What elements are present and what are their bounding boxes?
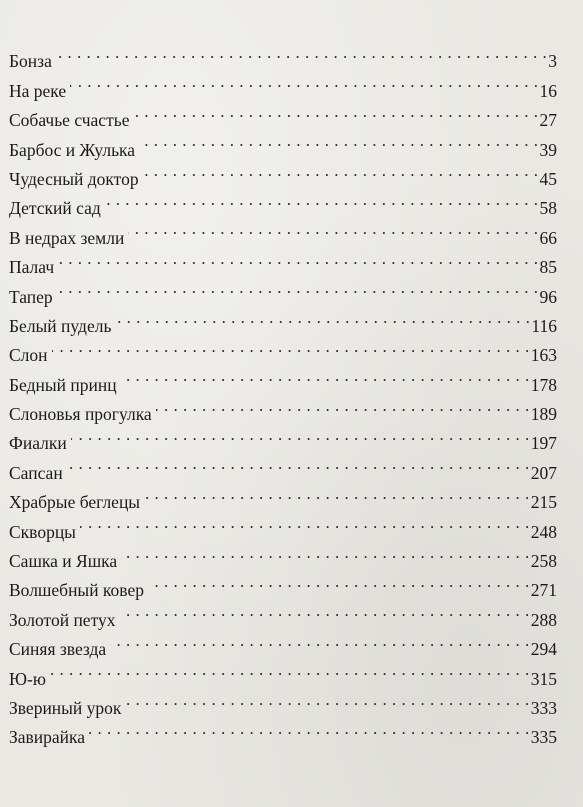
dot-leader [121,361,530,390]
toc-entry-title: Завирайка [9,727,86,748]
toc-entry [9,97,557,131]
dot-leader [89,714,530,743]
toc-entry-page: 45 [539,168,557,189]
dot-leader [121,538,530,567]
toc-entry [9,38,557,72]
toc-entry-title: Фиалки [9,433,67,454]
dot-leader [67,449,530,478]
dot-leader [139,126,538,155]
dot-leader [120,596,530,625]
toc-entry-title: Чудесный доктор [9,168,139,189]
toc-entry-page: 116 [531,315,557,336]
dot-leader [57,273,539,302]
toc-entry-title: Звериный урок [9,697,122,718]
toc-entry-page: 163 [530,345,557,366]
toc-entry-title: Волшебный ковер [9,580,144,601]
dot-leader [70,67,538,96]
toc-entry-page: 85 [539,257,557,278]
dot-leader [148,567,530,596]
toc-entry-title: Тапер [9,286,53,307]
toc-entry [9,67,557,101]
toc-entry-title: Слоновья прогулка [9,404,152,425]
toc-entry-page: 197 [530,433,557,454]
toc-entry-title: Барбос и Жулька [9,139,136,160]
toc-entry-page: 215 [530,492,557,513]
toc-entry-title: Белый пудель [9,315,112,336]
toc-entry-page: 207 [530,462,557,483]
toc-entry-title: Ю-ю [9,668,46,689]
toc-entry [9,685,557,718]
dot-leader [110,626,530,655]
toc-entry-title: Синяя звезда [9,639,107,660]
toc-entry [9,244,557,278]
toc-entry [9,449,557,483]
toc-entry-page: 16 [539,80,557,101]
dot-leader [133,97,538,126]
toc-entry-page: 288 [530,609,557,630]
dot-leader [105,185,539,214]
toc-entry [9,479,557,513]
dot-leader [80,508,530,537]
toc-entry-title: Сашка и Яшка [9,551,118,572]
toc-entry-title: Скворцы [9,521,76,542]
toc-entry-page: 335 [530,727,557,748]
toc-entry-page: 248 [530,521,557,542]
toc-entry-title: Бонза [9,51,52,72]
toc-entry-title: Сапсан [9,462,63,483]
dot-leader [128,214,538,243]
toc-entry [9,332,557,366]
toc-entry-page: 66 [539,227,557,248]
toc-entry-title: В недрах земли [9,227,125,248]
toc-entry-title: Собачье счастье [9,110,130,131]
dot-leader [115,303,530,332]
dot-leader [143,156,539,185]
toc-entry [9,714,557,748]
toc-entry-page: 294 [530,639,557,660]
toc-entry-page: 39 [539,139,557,160]
toc-entry-page: 178 [530,374,557,395]
dot-leader [56,38,547,67]
toc-entry [9,538,557,572]
toc-entry [9,361,557,395]
toc-entry-page: 333 [530,697,557,718]
toc-entry [9,655,557,689]
toc-entry-title: Детский сад [9,198,101,219]
toc-entry [9,273,557,307]
dot-leader [144,479,530,508]
toc-entry-page: 3 [548,51,557,72]
dot-leader [58,244,538,273]
toc-entry-page: 58 [539,198,557,219]
toc-entry-page: 27 [539,110,557,131]
toc-entry [9,508,557,542]
toc-entry [9,420,557,454]
table-of-contents [9,38,557,748]
toc-entry-page: 189 [530,404,557,425]
dot-leader [50,655,530,684]
toc-entry-title: Храбрые беглецы [9,492,141,513]
toc-entry-title: Палач [9,257,55,278]
dot-leader [52,332,530,361]
dot-leader [71,420,530,449]
toc-entry [9,303,557,336]
toc-entry-title: Слон [9,345,48,366]
toc-entry-title: Золотой петух [9,609,116,630]
toc-entry-title: На реке [9,80,67,101]
toc-entry-page: 258 [530,551,557,572]
toc-entry-page: 271 [530,580,557,601]
toc-entry-page: 315 [530,668,557,689]
toc-entry-title: Бедный принц [9,374,117,395]
toc-entry-page: 96 [539,286,557,307]
dot-leader [156,391,530,420]
dot-leader [125,685,529,714]
